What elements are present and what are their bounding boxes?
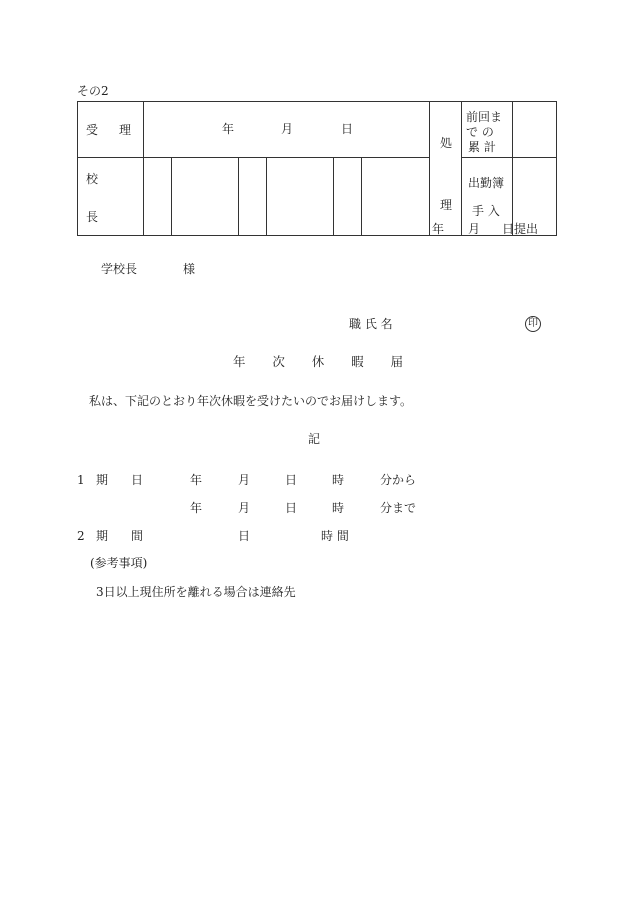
duration-day: 日	[238, 529, 251, 543]
date-year: 年	[222, 121, 235, 136]
date-month: 月	[281, 121, 294, 136]
zenkai-line-2: 累 計	[468, 140, 496, 154]
reference-contact: 3日以上現住所を離れる場合は連絡先	[96, 585, 296, 599]
header-table	[77, 101, 557, 236]
zenkai-line-1: 前回まで の	[466, 110, 503, 139]
period-label-char-2: 日	[131, 473, 144, 487]
uketsuke-date-cell	[144, 102, 430, 158]
submit-year: 年	[432, 222, 445, 236]
period-label-char-1: 期	[96, 473, 109, 487]
to-month: 月	[238, 501, 251, 515]
form-title-char-1: 年	[233, 354, 246, 369]
kochou-box-3	[239, 158, 267, 236]
from-year: 年	[190, 473, 203, 487]
shori-cell	[430, 102, 462, 236]
shori-char-2: 理	[440, 197, 453, 212]
kochou-box-4	[267, 158, 334, 236]
form-title-char-4: 暇	[351, 354, 364, 369]
reference-heading: (参考事項)	[90, 556, 148, 570]
to-day: 日	[285, 501, 298, 515]
from-day: 日	[285, 473, 298, 487]
form-number: その2	[77, 84, 109, 98]
submit-day: 日提出	[502, 222, 539, 236]
kochou-box-5	[334, 158, 362, 236]
form-title-char-5: 届	[390, 354, 403, 369]
from-month: 月	[238, 473, 251, 487]
kochou-box-6	[362, 158, 430, 236]
kochou-char-2: 長	[86, 209, 99, 224]
period-number: 1	[77, 473, 85, 487]
uketsuke-char-1: 受	[86, 122, 99, 137]
to-hour: 時	[332, 501, 345, 515]
duration-label-char-2: 間	[131, 529, 144, 543]
from-hour: 時	[332, 473, 345, 487]
to-year: 年	[190, 501, 203, 515]
kochou-box-1	[144, 158, 172, 236]
addressee-honorific: 様	[183, 262, 196, 276]
uketsuke-char-2: 理	[118, 122, 131, 137]
date-day: 日	[341, 121, 354, 136]
kochou-char-1: 校	[86, 171, 99, 186]
uketsuke-label-cell	[78, 102, 144, 158]
form-title-char-2: 次	[272, 354, 285, 369]
form-title	[233, 356, 403, 369]
to-minute: 分まで	[380, 501, 417, 515]
applicant-label: 職 氏 名	[349, 317, 393, 331]
zenkai-value-cell	[513, 102, 557, 158]
shukkin-line-1: 出勤簿	[468, 175, 505, 190]
seal-mark: 印	[525, 316, 541, 332]
duration-number: 2	[77, 529, 85, 543]
duration-label-char-1: 期	[96, 529, 109, 543]
ki-heading: 記	[308, 432, 321, 446]
addressee-title: 学校長	[101, 262, 138, 276]
shori-char-1: 処	[440, 135, 453, 150]
kochou-label-cell	[78, 158, 144, 236]
from-minute: 分から	[380, 473, 417, 487]
submit-month: 月	[468, 222, 481, 236]
form-title-char-3: 休	[311, 354, 325, 369]
kochou-box-2	[172, 158, 239, 236]
duration-hours: 時 間	[321, 529, 349, 543]
shukkin-line-2: 手 入	[472, 203, 500, 218]
body-text: 私は、下記のとおり年次休暇を受けたいのでお届けします。	[89, 394, 413, 408]
zenkai-label-cell	[462, 102, 513, 158]
